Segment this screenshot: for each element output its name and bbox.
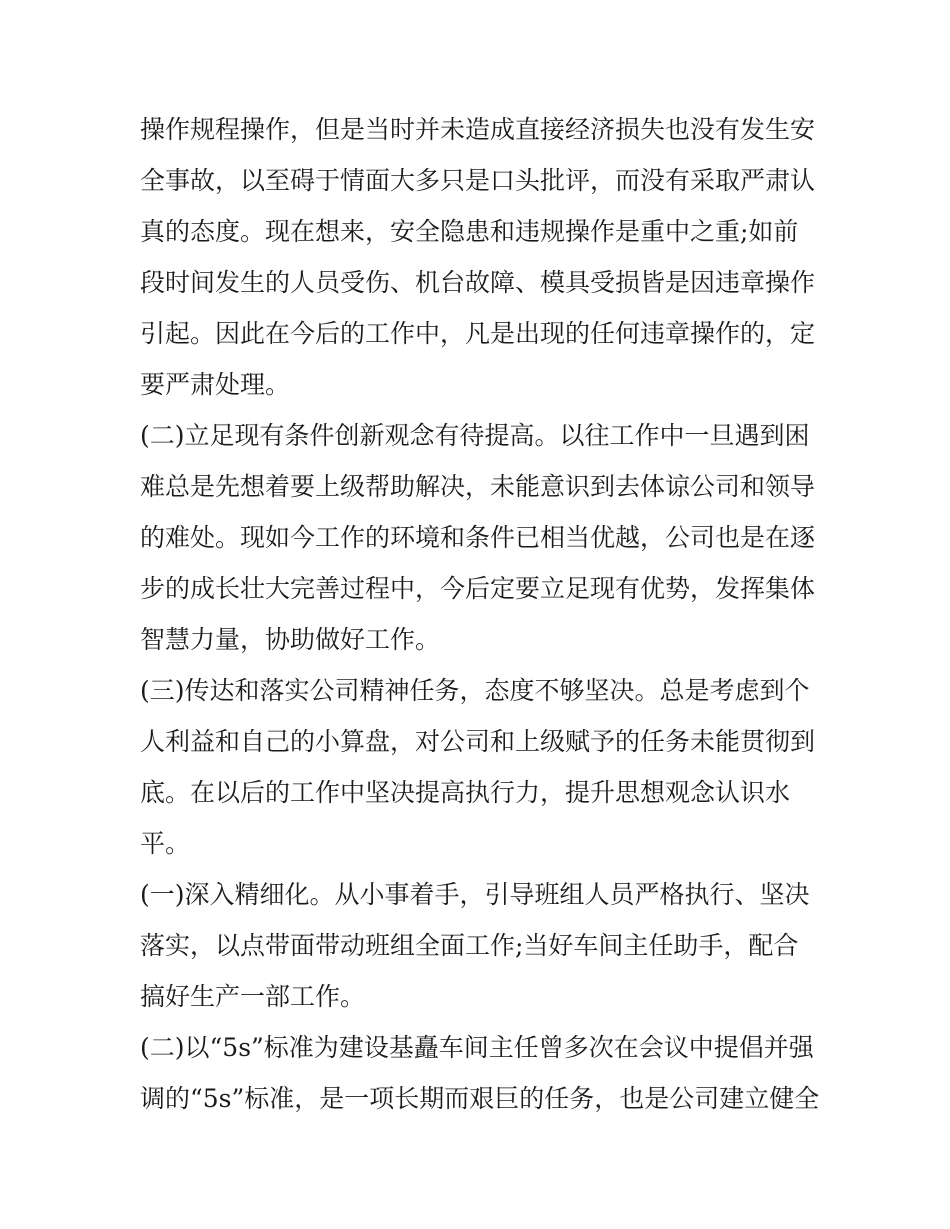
text-line: 真的态度。现在想来，安全隐患和违规操作是重中之重;如前 [140,217,799,246]
text-line: 的难处。现如今工作的环境和条件已相当优越，公司也是在逐 [140,523,816,552]
text-line: 难总是先想着要上级帮助解决，未能意识到去体谅公司和领导 [140,472,816,501]
text-line: 智慧力量，协助做好工作。 [140,625,441,654]
text-line: 段时间发生的人员受伤、机台故障、模具受损皆是因违章操作 [140,268,816,297]
text-line: 调的“5s”标准，是一项长期而艰巨的任务，也是公司建立健全 [140,1084,820,1113]
text-line: 搞好生产一部工作。 [140,982,366,1011]
text-line: 引起。因此在今后的工作中，凡是出现的任何违章操作的，定 [140,319,816,348]
text-line: 操作规程操作，但是当时并未造成直接经济损失也没有发生安 [140,115,816,144]
text-line: 人利益和自己的小算盘，对公司和上级赋予的任务未能贯彻到 [140,727,816,756]
text-line: 底。在以后的工作中坚决提高执行力，提升思想观念认识水 [140,778,791,807]
text-line: 平。 [140,829,191,858]
text-line: (二)以“5s”标准为建设基矗车间主任曾多次在会议中提倡并强 [140,1033,814,1062]
text-line: (三)传达和落实公司精神任务，态度不够坚决。总是考虑到个 [140,676,810,705]
text-line: 步的成长壮大完善过程中，今后定要立足现有优势，发挥集体 [140,574,816,603]
text-line: 全事故，以至碍于情面大多只是口头批评，而没有采取严肃认 [140,166,816,195]
text-line: 落实，以点带面带动班组全面工作;当好车间主任助手，配合 [140,931,799,960]
text-line: 要严肃处理。 [140,370,291,399]
text-line: (二)立足现有条件创新观念有待提高。以往工作中一旦遇到困 [140,421,810,450]
body-text [140,104,820,1124]
text-line: (一)深入精细化。从小事着手，引导班组人员严格执行、坚决 [140,880,810,909]
